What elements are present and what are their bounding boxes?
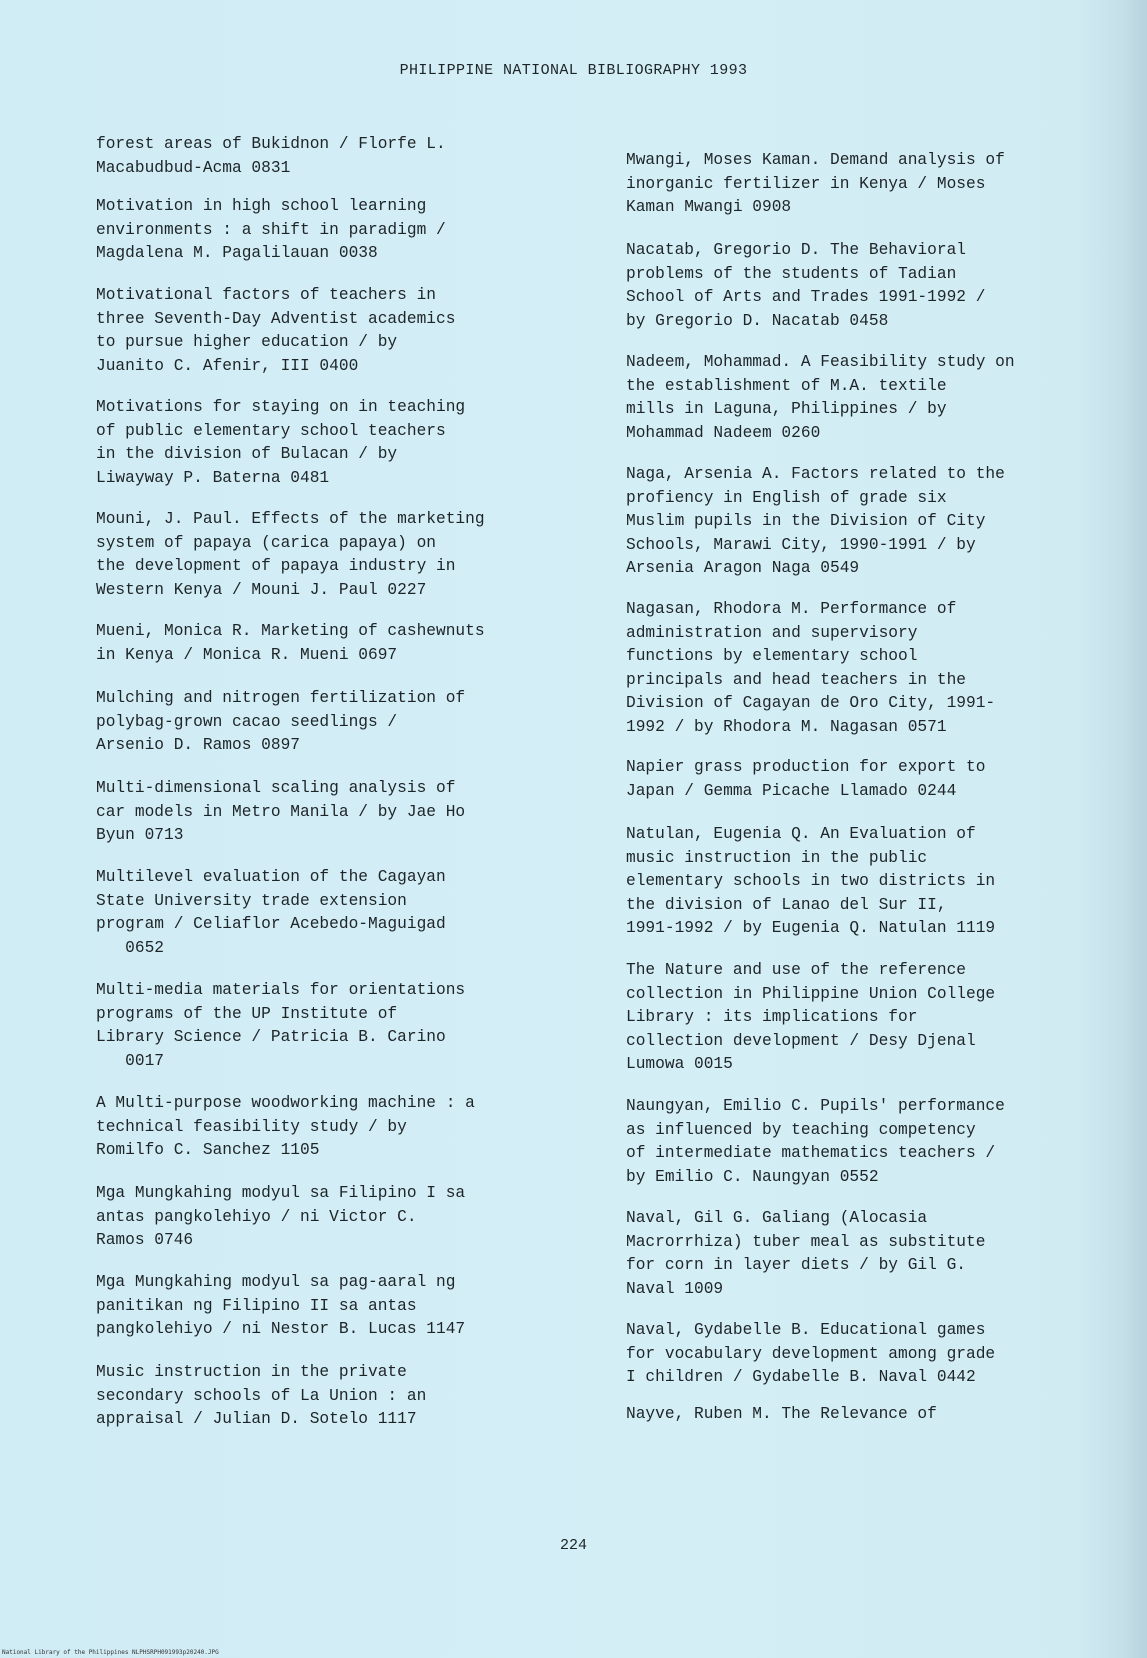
- right-bibliography-entry: [626, 1403, 1140, 1427]
- left-bibliography-entry: [96, 133, 600, 180]
- left-bibliography-entry: [96, 687, 600, 758]
- right-bibliography-entry: [626, 149, 1140, 220]
- right-bibliography-entry: [626, 1095, 1140, 1189]
- page-title: PHILIPPINE NATIONAL BIBLIOGRAPHY 1993: [399, 62, 748, 79]
- entry-line: forest areas of Bukidnon / Florfe L.: [96, 135, 446, 153]
- left-bibliography-entry: [96, 396, 600, 490]
- left-bibliography-entry: [96, 979, 600, 1073]
- right-bibliography-entry: [626, 1207, 1140, 1301]
- entry-line: 1992 / by Rhodora M. Nagasan 0571: [626, 717, 947, 736]
- entry-line: of public elementary school teachers: [96, 421, 446, 440]
- entry-line: for vocabulary development among grade: [626, 1344, 996, 1363]
- entry-line: the division of Lanao del Sur II,: [626, 895, 947, 914]
- entry-line: collection development / Desy Djenal: [626, 1031, 976, 1050]
- right-bibliography-entry: [626, 598, 1140, 740]
- entry-line: Lumowa 0015: [626, 1055, 733, 1074]
- entry-line: by Gregorio D. Nacatab 0458: [626, 311, 889, 330]
- entry-line: Arsenia Aragon Naga 0549: [626, 559, 860, 578]
- entry-line: program / Celiaflor Acebedo-Maguigad: [96, 915, 446, 934]
- entry-line: Motivational factors of teachers in: [96, 286, 436, 304]
- entry-line: antas pangkolehiyo / ni Victor C.: [96, 1207, 417, 1226]
- entry-line: appraisal / Julian D. Sotelo 1117: [96, 1410, 417, 1429]
- entry-line: Romilfo C. Sanchez 1105: [96, 1141, 320, 1160]
- entry-line: Naval 1009: [626, 1279, 724, 1298]
- entry-line: Arsenio D. Ramos 0897: [96, 736, 300, 755]
- entry-line: technical feasibility study / by: [96, 1117, 407, 1136]
- entry-line: Magdalena M. Pagalilauan 0038: [96, 244, 378, 263]
- entry-line: administration and supervisory: [626, 623, 918, 642]
- entry-line: Kaman Mwangi 0908: [626, 198, 792, 217]
- entry-line: The Nature and use of the reference: [626, 961, 966, 979]
- entry-line: Nagasan, Rhodora M. Performance of: [626, 600, 957, 618]
- entry-line: Liwayway P. Baterna 0481: [96, 468, 330, 487]
- entry-line: for corn in layer diets / by Gil G.: [626, 1256, 966, 1275]
- entry-line: Macrorrhiza) tuber meal as substitute: [626, 1232, 986, 1251]
- entry-line: elementary schools in two districts in: [626, 872, 996, 891]
- entry-line: programs of the UP Institute of: [96, 1004, 398, 1023]
- entry-line: Naval, Gydabelle B. Educational games: [626, 1321, 986, 1339]
- entry-line: Mga Mungkahing modyul sa Filipino I sa: [96, 1184, 466, 1202]
- entry-line: system of papaya (carica papaya) on: [96, 533, 436, 552]
- entry-line: Multilevel evaluation of the Cagayan: [96, 868, 446, 886]
- left-bibliography-entry: [96, 620, 600, 667]
- entry-line: Western Kenya / Mouni J. Paul 0227: [96, 580, 427, 599]
- right-bibliography-entry: [626, 823, 1140, 941]
- entry-line: I children / Gydabelle B. Naval 0442: [626, 1368, 976, 1387]
- left-bibliography-entry: [96, 1092, 600, 1163]
- left-bibliography-entry: [96, 1271, 600, 1342]
- right-bibliography-entry: [626, 239, 1140, 333]
- left-bibliography-entry: [96, 777, 600, 848]
- page-number: 224: [559, 1537, 587, 1554]
- entry-line: Motivations for staying on in teaching: [96, 398, 466, 416]
- entry-line: Division of Cagayan de Oro City, 1991-: [626, 694, 996, 713]
- left-bibliography-entry: [96, 195, 600, 266]
- entry-line: collection in Philippine Union College: [626, 984, 996, 1003]
- entry-line: principals and head teachers in the: [626, 670, 966, 689]
- entry-line: Multi-media materials for orientations: [96, 981, 466, 999]
- entry-line: School of Arts and Trades 1991-1992 /: [626, 288, 986, 307]
- entry-line: Library : its implications for: [626, 1008, 918, 1027]
- entry-line: Mwangi, Moses Kaman. Demand analysis of: [626, 151, 1005, 169]
- left-bibliography-entry: [96, 1361, 600, 1432]
- left-bibliography-entry: [96, 508, 600, 602]
- entry-line: Mueni, Monica R. Marketing of cashewnuts: [96, 622, 485, 640]
- entry-line: Ramos 0746: [96, 1231, 194, 1250]
- entry-line: functions by elementary school: [626, 647, 918, 666]
- entry-line: Byun 0713: [96, 826, 184, 845]
- entry-line: Juanito C. Afenir, III 0400: [96, 356, 359, 375]
- entry-line: Naval, Gil G. Galiang (Alocasia: [626, 1209, 928, 1227]
- entry-line: Nacatab, Gregorio D. The Behavioral: [626, 241, 966, 259]
- entry-line: the establishment of M.A. textile: [626, 376, 947, 395]
- left-bibliography-entry: [96, 1182, 600, 1253]
- entry-line: Japan / Gemma Picache Llamado 0244: [626, 781, 957, 800]
- entry-line: by Emilio C. Naungyan 0552: [626, 1167, 879, 1186]
- entry-line: Mga Mungkahing modyul sa pag-aaral ng: [96, 1273, 456, 1291]
- right-bibliography-entry: [626, 1319, 1140, 1390]
- entry-line: State University trade extension: [96, 891, 407, 910]
- right-bibliography-entry: [626, 959, 1140, 1077]
- scan-credit: National Library of the Philippines NLPHSRPH091993p20240.JPG: [2, 1649, 219, 1656]
- entry-line: environments : a shift in paradigm /: [96, 220, 446, 239]
- entry-line: 1991-1992 / by Eugenia Q. Natulan 1119: [626, 919, 996, 938]
- entry-line: as influenced by teaching competency: [626, 1120, 976, 1139]
- left-bibliography-entry: [96, 866, 600, 960]
- entry-line: Mouni, J. Paul. Effects of the marketing: [96, 510, 485, 528]
- entry-line: Mulching and nitrogen fertilization of: [96, 689, 466, 707]
- entry-line: Motivation in high school learning: [96, 197, 427, 215]
- entry-line: Music instruction in the private: [96, 1363, 407, 1381]
- entry-line: 0652: [96, 938, 165, 957]
- entry-line: polybag-grown cacao seedlings /: [96, 712, 398, 731]
- entry-line: A Multi-purpose woodworking machine : a: [96, 1094, 475, 1112]
- entry-line: music instruction in the public: [626, 848, 928, 867]
- entry-line: three Seventh-Day Adventist academics: [96, 309, 456, 328]
- entry-line: Macabudbud-Acma 0831: [96, 158, 291, 177]
- entry-line: car models in Metro Manila / by Jae Ho: [96, 802, 466, 821]
- entry-line: Muslim pupils in the Division of City: [626, 512, 986, 531]
- entry-line: inorganic fertilizer in Kenya / Moses: [626, 174, 986, 193]
- entry-line: Naungyan, Emilio C. Pupils' performance: [626, 1097, 1005, 1115]
- entry-line: Napier grass production for export to: [626, 758, 986, 776]
- entry-line: the development of papaya industry in: [96, 557, 456, 576]
- entry-line: Nayve, Ruben M. The Relevance of: [626, 1405, 937, 1423]
- entry-line: mills in Laguna, Philippines / by: [626, 400, 947, 419]
- right-bibliography-entry: [626, 463, 1140, 581]
- entry-line: problems of the students of Tadian: [626, 264, 957, 283]
- entry-line: in the division of Bulacan / by: [96, 445, 398, 464]
- entry-line: secondary schools of La Union : an: [96, 1386, 427, 1405]
- entry-line: of intermediate mathematics teachers /: [626, 1144, 996, 1163]
- entry-line: Schools, Marawi City, 1990-1991 / by: [626, 535, 976, 554]
- entry-line: Library Science / Patricia B. Carino: [96, 1028, 446, 1047]
- entry-line: Mohammad Nadeem 0260: [626, 423, 821, 442]
- entry-line: in Kenya / Monica R. Mueni 0697: [96, 645, 398, 664]
- right-bibliography-entry: [626, 351, 1140, 445]
- entry-line: Nadeem, Mohammad. A Feasibility study on: [626, 353, 1015, 371]
- entry-line: to pursue higher education / by: [96, 333, 398, 352]
- entry-line: 0017: [96, 1051, 165, 1070]
- entry-line: pangkolehiyo / ni Nestor B. Lucas 1147: [96, 1320, 466, 1339]
- entry-line: profiency in English of grade six: [626, 488, 947, 507]
- left-bibliography-entry: [96, 284, 600, 378]
- right-bibliography-entry: [626, 756, 1140, 803]
- entry-line: Naga, Arsenia A. Factors related to the: [626, 465, 1005, 483]
- entry-line: Multi-dimensional scaling analysis of: [96, 779, 456, 797]
- entry-line: panitikan ng Filipino II sa antas: [96, 1296, 417, 1315]
- entry-line: Natulan, Eugenia Q. An Evaluation of: [626, 825, 976, 843]
